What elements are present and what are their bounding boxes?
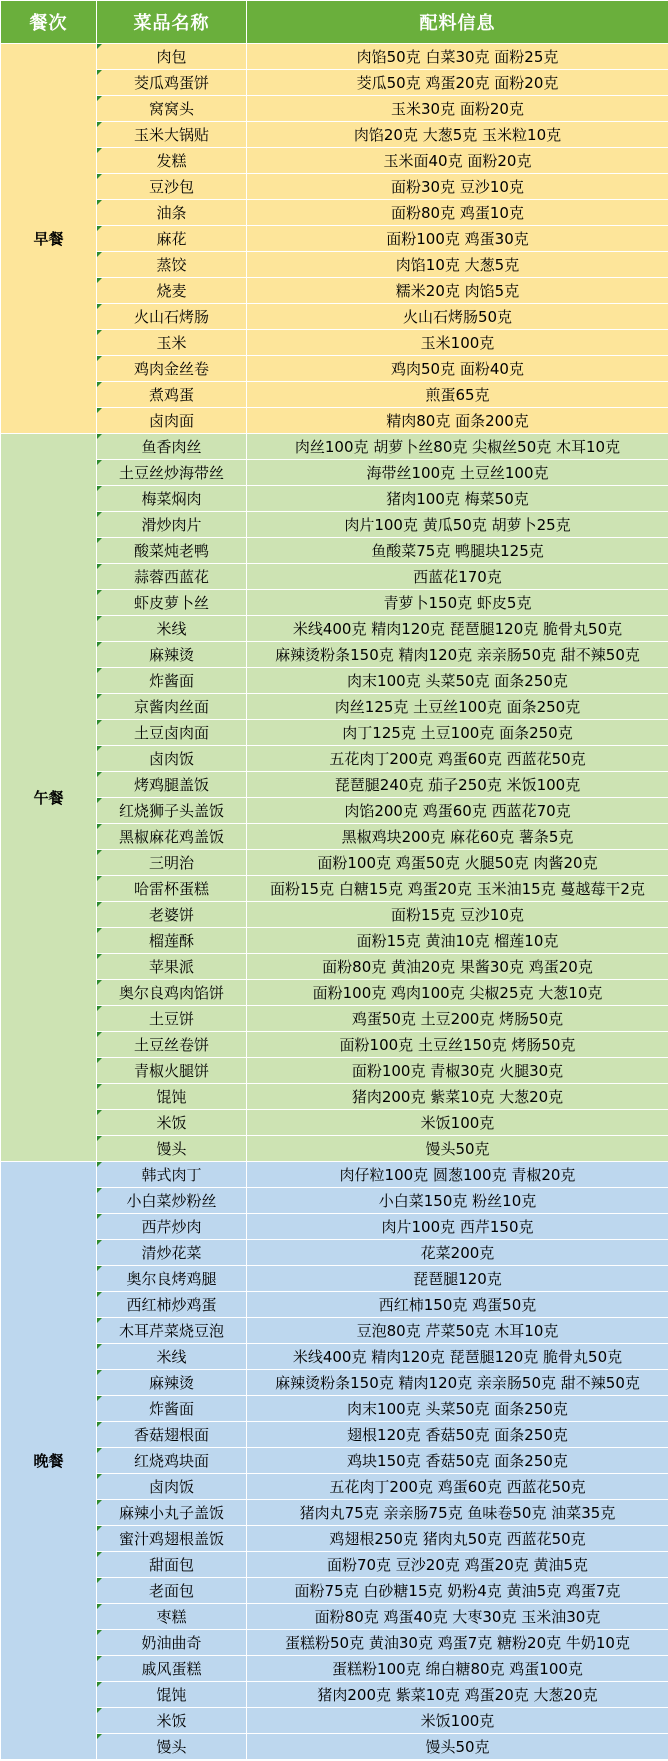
table-row — [1, 1656, 668, 1682]
ingredients-cell: 鸡肉50克 面粉40克 — [247, 356, 668, 382]
meal-column-header: 餐次 — [1, 1, 97, 44]
ingredients-cell: 面粉100克 土豆丝150克 烤肠50克 — [247, 1032, 668, 1058]
table-row — [1, 1500, 668, 1526]
table-row — [1, 902, 668, 928]
table-row — [1, 746, 668, 772]
dish-name-cell: 梅菜焖肉 — [97, 486, 247, 512]
ingredients-cell: 面粉100克 鸡蛋30克 — [247, 226, 668, 252]
table-header — [1, 1, 668, 44]
ingredients-cell: 米饭100克 — [247, 1708, 668, 1734]
dish-name-cell: 烧麦 — [97, 278, 247, 304]
dish-name-cell: 馄饨 — [97, 1084, 247, 1110]
table-row — [1, 304, 668, 330]
ingredients-cell: 肉馅50克 白菜30克 面粉25克 — [247, 44, 668, 70]
table-row — [1, 798, 668, 824]
ingredients-cell: 火山石烤肠50克 — [247, 304, 668, 330]
table-row — [1, 44, 668, 70]
ingredients-cell: 蛋糕粉50克 黄油30克 鸡蛋7克 糖粉20克 牛奶10克 — [247, 1630, 668, 1656]
ingredients-cell: 茭瓜50克 鸡蛋20克 面粉20克 — [247, 70, 668, 96]
ingredients-cell: 肉丝125克 土豆丝100克 面条250克 — [247, 694, 668, 720]
ingredients-cell: 肉末100克 头菜50克 面条250克 — [247, 668, 668, 694]
dish-name-cell: 黑椒麻花鸡盖饭 — [97, 824, 247, 850]
ingredients-cell: 猪肉丸75克 亲亲肠75克 鱼味卷50克 油菜35克 — [247, 1500, 668, 1526]
table-row — [1, 1110, 668, 1136]
table-row — [1, 590, 668, 616]
dish-name-cell: 卤肉饭 — [97, 746, 247, 772]
dish-name-cell: 烤鸡腿盖饭 — [97, 772, 247, 798]
ingredients-cell: 鸡翅根250克 猪肉丸50克 西蓝花50克 — [247, 1526, 668, 1552]
breakfast-section — [1, 44, 668, 434]
table-row — [1, 1682, 668, 1708]
ingredients-cell: 琵琶腿240克 茄子250克 米饭100克 — [247, 772, 668, 798]
dish-name-cell: 老婆饼 — [97, 902, 247, 928]
dish-name-cell: 肉包 — [97, 44, 247, 70]
ingredients-cell: 面粉80克 黄油20克 果酱30克 鸡蛋20克 — [247, 954, 668, 980]
ingredients-cell: 花菜200克 — [247, 1240, 668, 1266]
dish-name-cell: 榴莲酥 — [97, 928, 247, 954]
table-row — [1, 1630, 668, 1656]
ingredients-cell: 玉米面40克 面粉20克 — [247, 148, 668, 174]
table-row — [1, 226, 668, 252]
dish-name-cell: 甜面包 — [97, 1552, 247, 1578]
dish-name-cell: 米饭 — [97, 1110, 247, 1136]
dish-name-cell: 馄饨 — [97, 1682, 247, 1708]
ingredients-cell: 肉馅20克 大葱5克 玉米粒10克 — [247, 122, 668, 148]
dish-name-cell: 京酱肉丝面 — [97, 694, 247, 720]
dish-name-cell: 麻辣烫 — [97, 1370, 247, 1396]
ingredients-cell: 面粉100克 鸡蛋50克 火腿50克 肉酱20克 — [247, 850, 668, 876]
dish-name-cell: 滑炒肉片 — [97, 512, 247, 538]
ingredients-cell: 面粉15克 白糖15克 鸡蛋20克 玉米油15克 蔓越莓干2克 — [247, 876, 668, 902]
dish-name-cell: 哈雷杯蛋糕 — [97, 876, 247, 902]
ingredients-cell: 米线400克 精肉120克 琵琶腿120克 脆骨丸50克 — [247, 616, 668, 642]
table-row — [1, 1526, 668, 1552]
table-row — [1, 616, 668, 642]
dish-name-cell: 炸酱面 — [97, 668, 247, 694]
ingredients-cell: 肉仔粒100克 圆葱100克 青椒20克 — [247, 1162, 668, 1188]
dish-name-cell: 馒头 — [97, 1136, 247, 1162]
dish-name-cell: 土豆丝卷饼 — [97, 1032, 247, 1058]
header-row — [1, 1, 668, 44]
table-row — [1, 954, 668, 980]
table-row — [1, 278, 668, 304]
ingredients-cell: 猪肉100克 梅菜50克 — [247, 486, 668, 512]
table-row — [1, 538, 668, 564]
table-row — [1, 1604, 668, 1630]
table-row — [1, 382, 668, 408]
dish-name-cell: 虾皮萝卜丝 — [97, 590, 247, 616]
table-row — [1, 1084, 668, 1110]
ingredients-cell: 肉馅10克 大葱5克 — [247, 252, 668, 278]
table-row — [1, 772, 668, 798]
table-row — [1, 252, 668, 278]
table-row — [1, 1448, 668, 1474]
dish-name-cell: 奥尔良鸡肉馅饼 — [97, 980, 247, 1006]
ingredients-cell: 猪肉200克 紫菜10克 大葱20克 — [247, 1084, 668, 1110]
ingredients-cell: 面粉15克 豆沙10克 — [247, 902, 668, 928]
ingredients-cell: 黑椒鸡块200克 麻花60克 薯条5克 — [247, 824, 668, 850]
ingredients-cell: 肉丝100克 胡萝卜丝80克 尖椒丝50克 木耳10克 — [247, 434, 668, 460]
table-row — [1, 1240, 668, 1266]
ingredients-cell: 糯米20克 肉馅5克 — [247, 278, 668, 304]
table-row — [1, 928, 668, 954]
table-row — [1, 486, 668, 512]
ingredients-cell: 面粉70克 豆沙20克 鸡蛋20克 黄油5克 — [247, 1552, 668, 1578]
table-row — [1, 850, 668, 876]
dish-name-cell: 鸡肉金丝卷 — [97, 356, 247, 382]
dish-name-cell: 酸菜炖老鸭 — [97, 538, 247, 564]
ingredients-cell: 西红柿150克 鸡蛋50克 — [247, 1292, 668, 1318]
ingredients-cell: 青萝卜150克 虾皮5克 — [247, 590, 668, 616]
ingredients-cell: 五花肉丁200克 鸡蛋60克 西蓝花50克 — [247, 746, 668, 772]
ingredients-cell: 面粉30克 豆沙10克 — [247, 174, 668, 200]
dish-name-cell: 苹果派 — [97, 954, 247, 980]
table-row — [1, 824, 668, 850]
table-row — [1, 122, 668, 148]
table-row — [1, 512, 668, 538]
ingredients-column-header: 配料信息 — [247, 1, 668, 44]
dish-name-cell: 香菇翅根面 — [97, 1422, 247, 1448]
table-row — [1, 148, 668, 174]
dish-column-header: 菜品名称 — [97, 1, 247, 44]
dish-name-cell: 奥尔良烤鸡腿 — [97, 1266, 247, 1292]
dish-name-cell: 发糕 — [97, 148, 247, 174]
ingredients-cell: 五花肉丁200克 鸡蛋60克 西蓝花50克 — [247, 1474, 668, 1500]
table-row — [1, 460, 668, 486]
dish-name-cell: 蜜汁鸡翅根盖饭 — [97, 1526, 247, 1552]
dish-name-cell: 豆沙包 — [97, 174, 247, 200]
table-row — [1, 1578, 668, 1604]
table-row — [1, 876, 668, 902]
dish-name-cell: 鱼香肉丝 — [97, 434, 247, 460]
ingredients-cell: 肉丁125克 土豆100克 面条250克 — [247, 720, 668, 746]
dish-name-cell: 麻辣小丸子盖饭 — [97, 1500, 247, 1526]
ingredients-cell: 豆泡80克 芹菜50克 木耳10克 — [247, 1318, 668, 1344]
dish-name-cell: 红烧鸡块面 — [97, 1448, 247, 1474]
lunch-meal-label: 午餐 — [1, 434, 97, 1162]
ingredients-cell: 西蓝花170克 — [247, 564, 668, 590]
table-row — [1, 1058, 668, 1084]
table-row — [1, 1474, 668, 1500]
dish-name-cell: 土豆卤肉面 — [97, 720, 247, 746]
ingredients-cell: 海带丝100克 土豆丝100克 — [247, 460, 668, 486]
table-row — [1, 1006, 668, 1032]
table-row — [1, 1136, 668, 1162]
dish-name-cell: 老面包 — [97, 1578, 247, 1604]
breakfast-meal-label: 早餐 — [1, 44, 97, 434]
dish-name-cell: 卤肉面 — [97, 408, 247, 434]
ingredients-cell: 猪肉200克 紫菜10克 鸡蛋20克 大葱20克 — [247, 1682, 668, 1708]
table-row — [1, 330, 668, 356]
dish-name-cell: 窝窝头 — [97, 96, 247, 122]
dinner-section — [1, 1162, 668, 1760]
dish-name-cell: 麻辣烫 — [97, 642, 247, 668]
dish-name-cell: 西芹炒肉 — [97, 1214, 247, 1240]
dish-name-cell: 西红柿炒鸡蛋 — [97, 1292, 247, 1318]
dish-name-cell: 清炒花菜 — [97, 1240, 247, 1266]
dish-name-cell: 蒸饺 — [97, 252, 247, 278]
dish-name-cell: 戚风蛋糕 — [97, 1656, 247, 1682]
ingredients-cell: 玉米100克 — [247, 330, 668, 356]
table-row — [1, 1266, 668, 1292]
dish-name-cell: 枣糕 — [97, 1604, 247, 1630]
table-row — [1, 174, 668, 200]
dish-name-cell: 卤肉饭 — [97, 1474, 247, 1500]
ingredients-cell: 琵琶腿120克 — [247, 1266, 668, 1292]
dish-name-cell: 米线 — [97, 616, 247, 642]
table-row — [1, 1344, 668, 1370]
dish-name-cell: 米饭 — [97, 1708, 247, 1734]
ingredients-cell: 面粉80克 鸡蛋10克 — [247, 200, 668, 226]
dish-name-cell: 土豆饼 — [97, 1006, 247, 1032]
dish-name-cell: 油条 — [97, 200, 247, 226]
table-row — [1, 96, 668, 122]
dish-name-cell: 蒜蓉西蓝花 — [97, 564, 247, 590]
dinner-meal-label: 晚餐 — [1, 1162, 97, 1760]
ingredients-cell: 小白菜150克 粉丝10克 — [247, 1188, 668, 1214]
dish-name-cell: 玉米大锅贴 — [97, 122, 247, 148]
ingredients-cell: 鸡块150克 香菇50克 面条250克 — [247, 1448, 668, 1474]
ingredients-cell: 翅根120克 香菇50克 面条250克 — [247, 1422, 668, 1448]
dish-name-cell: 青椒火腿饼 — [97, 1058, 247, 1084]
table-row — [1, 1708, 668, 1734]
ingredients-cell: 精肉80克 面条200克 — [247, 408, 668, 434]
table-row — [1, 1318, 668, 1344]
table-row — [1, 1292, 668, 1318]
dish-name-cell: 茭瓜鸡蛋饼 — [97, 70, 247, 96]
ingredients-cell: 肉馅200克 鸡蛋60克 西蓝花70克 — [247, 798, 668, 824]
lunch-section — [1, 434, 668, 1162]
table-row — [1, 70, 668, 96]
ingredients-cell: 米线400克 精肉120克 琵琶腿120克 脆骨丸50克 — [247, 1344, 668, 1370]
table-row — [1, 1214, 668, 1240]
dish-name-cell: 红烧狮子头盖饭 — [97, 798, 247, 824]
ingredients-cell: 米饭100克 — [247, 1110, 668, 1136]
table-row — [1, 1396, 668, 1422]
ingredients-cell: 肉末100克 头菜50克 面条250克 — [247, 1396, 668, 1422]
table-row — [1, 1734, 668, 1760]
ingredients-cell: 面粉80克 鸡蛋40克 大枣30克 玉米油30克 — [247, 1604, 668, 1630]
ingredients-cell: 馒头50克 — [247, 1136, 668, 1162]
table-row — [1, 1370, 668, 1396]
table-row — [1, 720, 668, 746]
dish-name-cell: 韩式肉丁 — [97, 1162, 247, 1188]
table-row — [1, 1188, 668, 1214]
table-row — [1, 434, 668, 460]
dish-name-cell: 奶油曲奇 — [97, 1630, 247, 1656]
ingredients-cell: 面粉100克 青椒30克 火腿30克 — [247, 1058, 668, 1084]
table-row — [1, 980, 668, 1006]
table-row — [1, 642, 668, 668]
dish-name-cell: 炸酱面 — [97, 1396, 247, 1422]
dish-name-cell: 火山石烤肠 — [97, 304, 247, 330]
table-row — [1, 408, 668, 434]
ingredients-cell: 麻辣烫粉条150克 精肉120克 亲亲肠50克 甜不辣50克 — [247, 1370, 668, 1396]
dish-name-cell: 煮鸡蛋 — [97, 382, 247, 408]
ingredients-cell: 馒头50克 — [247, 1734, 668, 1760]
dish-name-cell: 米线 — [97, 1344, 247, 1370]
ingredients-cell: 面粉75克 白砂糖15克 奶粉4克 黄油5克 鸡蛋7克 — [247, 1578, 668, 1604]
ingredients-cell: 肉片100克 黄瓜50克 胡萝卜25克 — [247, 512, 668, 538]
ingredients-cell: 鱼酸菜75克 鸭腿块125克 — [247, 538, 668, 564]
table-row — [1, 694, 668, 720]
dish-name-cell: 玉米 — [97, 330, 247, 356]
table-row — [1, 564, 668, 590]
dish-name-cell: 土豆丝炒海带丝 — [97, 460, 247, 486]
table-row — [1, 356, 668, 382]
dish-name-cell: 小白菜炒粉丝 — [97, 1188, 247, 1214]
table-row — [1, 1032, 668, 1058]
ingredients-cell: 肉片100克 西芹150克 — [247, 1214, 668, 1240]
dish-name-cell: 馒头 — [97, 1734, 247, 1760]
ingredients-cell: 鸡蛋50克 土豆200克 烤肠50克 — [247, 1006, 668, 1032]
ingredients-cell: 面粉100克 鸡肉100克 尖椒25克 大葱10克 — [247, 980, 668, 1006]
dish-name-cell: 麻花 — [97, 226, 247, 252]
ingredients-cell: 面粉15克 黄油10克 榴莲10克 — [247, 928, 668, 954]
table-row — [1, 1162, 668, 1188]
ingredients-cell: 玉米30克 面粉20克 — [247, 96, 668, 122]
ingredients-cell: 煎蛋65克 — [247, 382, 668, 408]
dish-name-cell: 木耳芹菜烧豆泡 — [97, 1318, 247, 1344]
ingredients-cell: 蛋糕粉100克 绵白糖80克 鸡蛋100克 — [247, 1656, 668, 1682]
table-row — [1, 668, 668, 694]
ingredients-cell: 麻辣烫粉条150克 精肉120克 亲亲肠50克 甜不辣50克 — [247, 642, 668, 668]
table-row — [1, 1422, 668, 1448]
table-row — [1, 1552, 668, 1578]
dish-name-cell: 三明治 — [97, 850, 247, 876]
table-row — [1, 200, 668, 226]
